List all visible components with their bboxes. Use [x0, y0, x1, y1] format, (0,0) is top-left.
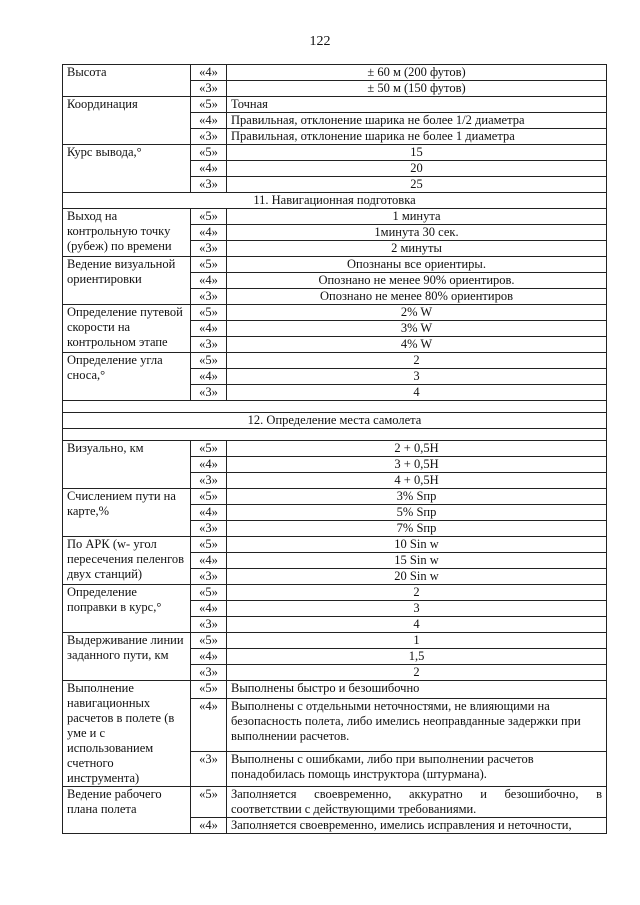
grade-cell: «5» [191, 305, 227, 321]
criterion-cell: Опознано не менее 80% ориентиров [227, 289, 607, 305]
criterion-cell: 1минута 30 сек. [227, 225, 607, 241]
parameter-cell: Курс вывода,° [63, 145, 191, 193]
criterion-cell: 10 Sin w [227, 537, 607, 553]
grade-cell: «5» [191, 787, 227, 818]
grade-cell: «4» [191, 601, 227, 617]
spacer-cell [63, 401, 607, 413]
criterion-cell: 3 [227, 601, 607, 617]
grade-cell: «4» [191, 505, 227, 521]
table-row [63, 585, 607, 601]
grade-cell: «3» [191, 289, 227, 305]
grade-cell: «3» [191, 473, 227, 489]
criterion-cell: Выполнены быстро и безошибочно [227, 681, 607, 699]
grade-cell: «4» [191, 457, 227, 473]
grade-cell: «5» [191, 681, 227, 699]
criterion-cell: 4 + 0,5Н [227, 473, 607, 489]
grade-cell: «3» [191, 569, 227, 585]
criterion-cell: 2 [227, 665, 607, 681]
grade-cell: «4» [191, 225, 227, 241]
parameter-cell: Координация [63, 97, 191, 145]
grade-cell: «4» [191, 113, 227, 129]
section-heading-row [63, 413, 607, 429]
criterion-cell: Правильная, отклонение шарика не более 1 диаметра [227, 129, 607, 145]
criterion-cell: 5% Sпр [227, 505, 607, 521]
section-heading: 11. Навигационная подготовка [63, 193, 607, 209]
grade-cell: «3» [191, 177, 227, 193]
parameter-cell: Высота [63, 65, 191, 97]
parameter-cell: Выход на контрольную точку (рубеж) по времени [63, 209, 191, 257]
parameter-cell: Выдерживание линии заданного пути, км [63, 633, 191, 681]
criterion-cell: 3% W [227, 321, 607, 337]
criterion-cell: 3 [227, 369, 607, 385]
criterion-cell: ± 60 м (200 футов) [227, 65, 607, 81]
grade-cell: «4» [191, 321, 227, 337]
table-row [63, 681, 607, 699]
criterion-cell: Выполнены с ошибками, либо при выполнении расчетов понадобилась помощь инструктора (штурмана). [227, 751, 607, 786]
grade-cell: «3» [191, 665, 227, 681]
criterion-cell: Правильная, отклонение шарика не более 1/2 диаметра [227, 113, 607, 129]
page-number: 122 [309, 34, 331, 49]
spacer-row [63, 429, 607, 441]
criterion-cell: 2 + 0,5Н [227, 441, 607, 457]
table-row [63, 489, 607, 505]
grade-cell: «4» [191, 369, 227, 385]
criterion-cell: 1,5 [227, 649, 607, 665]
parameter-cell: Визуально, км [63, 441, 191, 489]
grade-cell: «5» [191, 537, 227, 553]
table-row [63, 787, 607, 818]
criterion-cell: Точная [227, 97, 607, 113]
table-row [63, 257, 607, 273]
criterion-cell: 3% Sпр [227, 489, 607, 505]
grade-cell: «3» [191, 385, 227, 401]
criterion-cell: 15 Sin w [227, 553, 607, 569]
spacer-row [63, 401, 607, 413]
criterion-cell: 4 [227, 617, 607, 633]
assessment-criteria-table [62, 64, 607, 834]
section-heading: 12. Определение места самолета [63, 413, 607, 429]
criterion-cell: 2 [227, 353, 607, 369]
table-row [63, 97, 607, 113]
grade-cell: «4» [191, 553, 227, 569]
criterion-cell: 20 [227, 161, 607, 177]
parameter-cell: Определение угла сноса,° [63, 353, 191, 401]
parameter-cell: Счислением пути на карте,% [63, 489, 191, 537]
criterion-cell: 4% W [227, 337, 607, 353]
criterion-cell: 3 + 0,5Н [227, 457, 607, 473]
criterion-cell: 2 минуты [227, 241, 607, 257]
grade-cell: «3» [191, 751, 227, 786]
spacer-cell [63, 429, 607, 441]
grade-cell: «3» [191, 81, 227, 97]
grade-cell: «4» [191, 65, 227, 81]
parameter-cell: Ведение рабочего плана полета [63, 787, 191, 834]
criterion-cell: 20 Sin w [227, 569, 607, 585]
criterion-cell: Выполнены с отдельными неточностями, не влияющими на безопасность полета, либо имелись неоправданные задержки при выполнении расчетов. [227, 699, 607, 751]
grade-cell: «5» [191, 353, 227, 369]
grade-cell: «4» [191, 649, 227, 665]
parameter-cell: Ведение визуальной ориентировки [63, 257, 191, 305]
criterion-cell: 1 [227, 633, 607, 649]
criterion-cell: ± 50 м (150 футов) [227, 81, 607, 97]
grade-cell: «5» [191, 489, 227, 505]
grade-cell: «5» [191, 145, 227, 161]
grade-cell: «3» [191, 521, 227, 537]
grade-cell: «5» [191, 257, 227, 273]
table-row [63, 353, 607, 369]
grade-cell: «5» [191, 633, 227, 649]
grade-cell: «4» [191, 818, 227, 834]
criterion-cell: 25 [227, 177, 607, 193]
criterion-cell: Заполняется своевременно, аккуратно и безошибочно, в соответствии с действующими требованиями. [227, 787, 607, 818]
parameter-cell: Определение поправки в курс,° [63, 585, 191, 633]
table-row [63, 633, 607, 649]
table-row [63, 145, 607, 161]
criterion-cell: 4 [227, 385, 607, 401]
criterion-cell: 7% Sпр [227, 521, 607, 537]
table-row [63, 537, 607, 553]
criterion-cell: Опознано не менее 90% ориентиров. [227, 273, 607, 289]
criterion-cell: 1 минута [227, 209, 607, 225]
grade-cell: «5» [191, 97, 227, 113]
table-row [63, 209, 607, 225]
parameter-cell: Выполнение навигационных расчетов в полете (в уме и с использованием счетного инструмента) [63, 681, 191, 787]
grade-cell: «3» [191, 617, 227, 633]
section-heading-row [63, 193, 607, 209]
criterion-cell: 15 [227, 145, 607, 161]
table-row [63, 305, 607, 321]
table-row [63, 441, 607, 457]
criterion-cell: Заполняется своевременно, имелись исправления и неточности, [227, 818, 607, 834]
grade-cell: «3» [191, 129, 227, 145]
grade-cell: «3» [191, 241, 227, 257]
grade-cell: «5» [191, 585, 227, 601]
criterion-cell: 2 [227, 585, 607, 601]
table-row [63, 65, 607, 81]
parameter-cell: Определение путевой скорости на контрольном этапе [63, 305, 191, 353]
parameter-cell: По АРК (w- угол пересечения пеленгов двух станций) [63, 537, 191, 585]
criterion-cell: Опознаны все ориентиры. [227, 257, 607, 273]
table-body [63, 65, 607, 834]
grade-cell: «3» [191, 337, 227, 353]
criterion-cell: 2% W [227, 305, 607, 321]
grade-cell: «5» [191, 441, 227, 457]
grade-cell: «5» [191, 209, 227, 225]
grade-cell: «4» [191, 161, 227, 177]
grade-cell: «4» [191, 273, 227, 289]
grade-cell: «4» [191, 699, 227, 751]
